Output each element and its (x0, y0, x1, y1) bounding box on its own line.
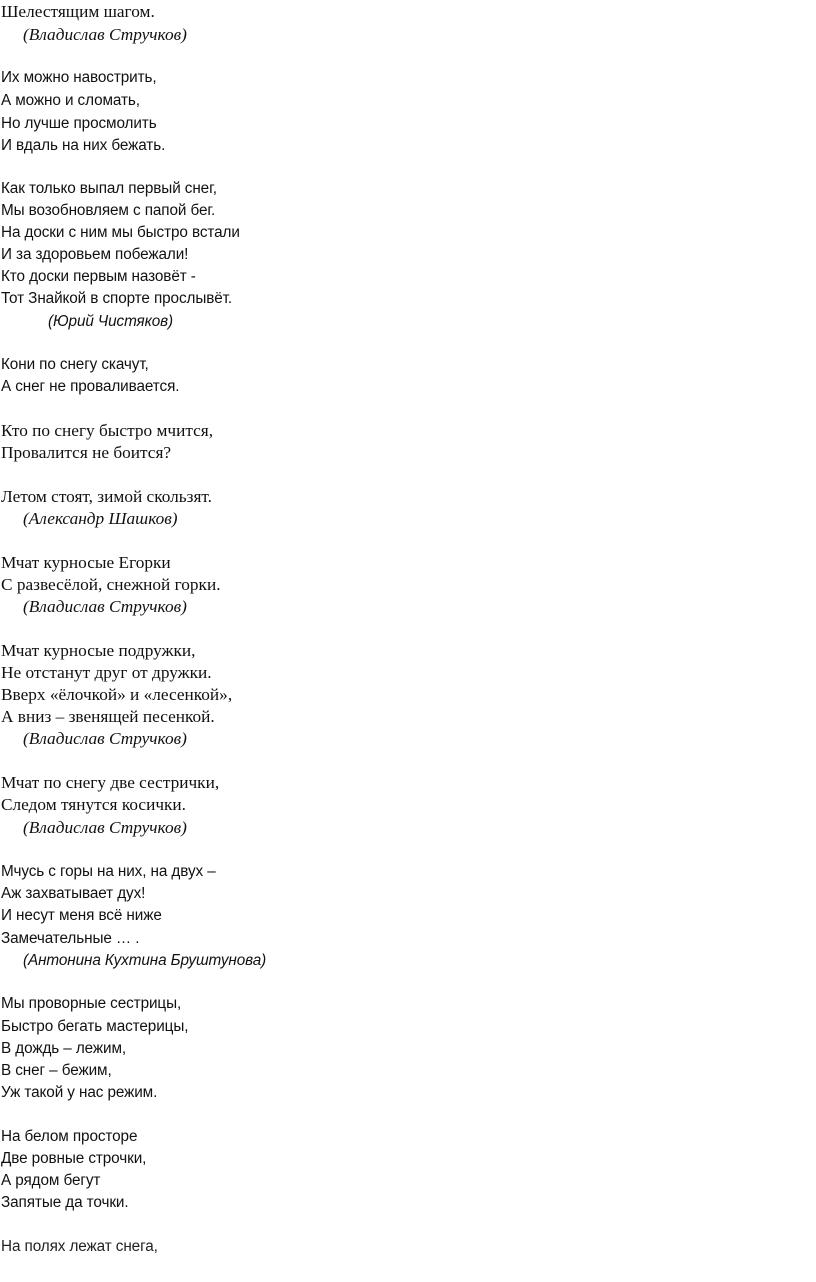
poem-line: Следом тянутся косички. (1, 795, 186, 814)
poem-line: Вверх «ёлочкой» и «лесенкой», (1, 685, 233, 704)
poem-line: Запятые да точки. (1, 1194, 129, 1211)
author-line: (Александр Шашков) (23, 509, 178, 528)
poem-line: Кто по снегу быстро мчится, (1, 421, 214, 440)
poem-line: А снег не проваливается. (1, 378, 180, 395)
poem-line: Мы проворные сестрицы, (1, 995, 182, 1012)
poem-line: Мы возобновляем с папой бег. (1, 202, 216, 219)
poem-line: Быстро бегать мастерицы, (1, 1018, 189, 1035)
poem-line: На белом просторе (1, 1128, 138, 1145)
poem-line: Мчат по снегу две сестрички, (1, 773, 220, 792)
poem-line: Летом стоят, зимой скользят. (1, 487, 212, 506)
poem-line: Замечательные … . (1, 930, 140, 947)
poem-line: Две ровные строчки, (1, 1150, 147, 1167)
poem-line: Но лучше просмолить (1, 115, 157, 132)
poem-line: Аж захватывает дух! (1, 885, 146, 902)
author-line: (Владислав Стручков) (23, 729, 187, 748)
author-line: (Владислав Стручков) (23, 818, 187, 837)
poem-line: Шелестящим шагом. (1, 2, 155, 21)
poem-line: Кто доски первым назовёт - (1, 268, 196, 285)
author-line: (Владислав Стручков) (23, 25, 187, 44)
poem-line: Мчат курносые подружки, (1, 641, 196, 660)
poem-line: В снег – бежим, (1, 1062, 112, 1079)
poem-line: Мчусь с горы на них, на двух – (1, 863, 216, 880)
poem-line: Кони по снегу скачут, (1, 356, 149, 373)
poem-line: На доски с ним мы быстро встали (1, 224, 240, 241)
poem-line: Уж такой у нас режим. (1, 1084, 158, 1101)
author-line: (Владислав Стручков) (23, 597, 187, 616)
poem-line: А рядом бегут (1, 1172, 101, 1189)
poem-line: И вдаль на них бежать. (1, 137, 166, 154)
poem-line: Провалится не боится? (1, 443, 172, 462)
poem-line: В дождь – лежим, (1, 1040, 127, 1057)
poem-line: Их можно навострить, (1, 69, 157, 86)
poem-line: А вниз – звенящей песенкой. (1, 707, 215, 726)
poem-line: На полях лежат снега, (1, 1238, 158, 1255)
poem-line: И несут меня всё ниже (1, 907, 162, 924)
author-line: (Антонина Кухтина Бруштунова) (23, 952, 267, 969)
poem-line: Как только выпал первый снег, (1, 180, 217, 197)
poem-line: С развесёлой, снежной горки. (1, 575, 221, 594)
poem-line: Мчат курносые Егорки (1, 553, 171, 572)
poem-line: А можно и сломать, (1, 92, 140, 109)
author-line: (Юрий Чистяков) (48, 313, 174, 330)
poem-line: И за здоровьем побежали! (1, 246, 189, 263)
poem-line: Не отстанут друг от дружки. (1, 663, 212, 682)
poem-line: Тот Знайкой в спорте прослывёт. (1, 290, 233, 307)
